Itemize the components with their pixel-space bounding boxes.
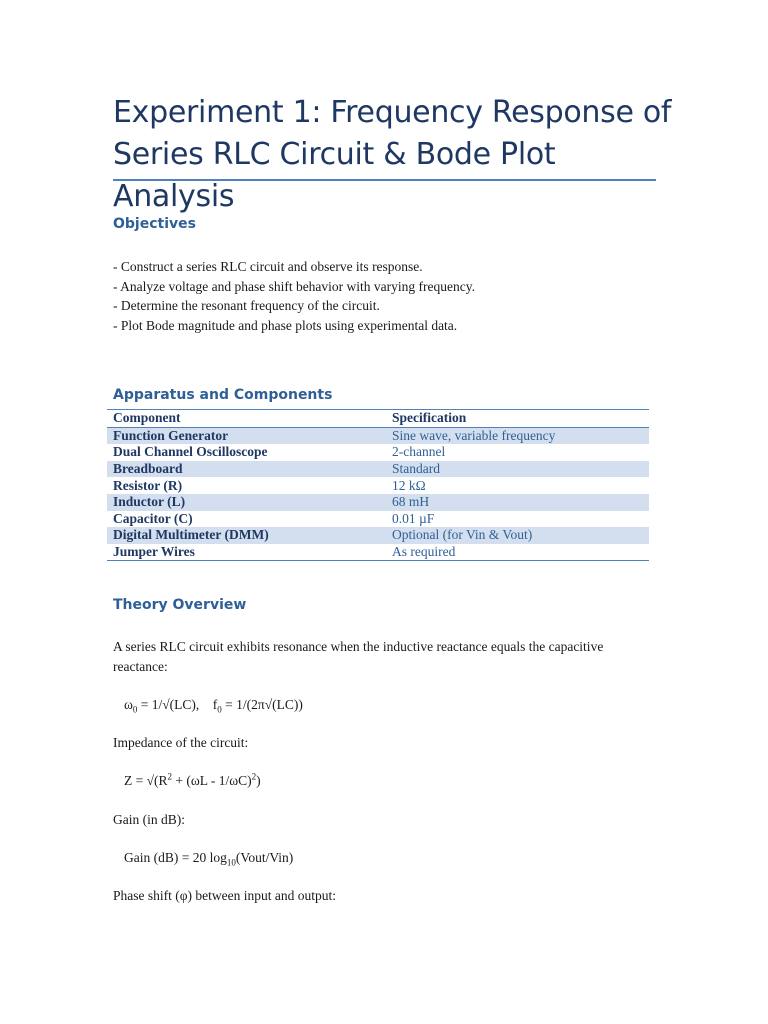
components-table [107, 409, 649, 561]
phase-label: Phase shift (φ) between input and output: [113, 888, 337, 903]
component-cell: Resistor (R) [113, 477, 183, 493]
eq-part: ω [124, 697, 133, 712]
document-title: Experiment 1: Frequency Response of Series RLC Circuit & Bode Plot Analysis [113, 95, 672, 214]
eq-part: = 1/√(LC), f [137, 697, 218, 712]
list-item: - Plot Bode magnitude and phase plots using experimental data. [113, 317, 458, 333]
eq-part: + (ωL - 1/ωC) [172, 773, 252, 788]
specification-cell: Sine wave, variable frequency [384, 427, 649, 444]
gain-label: Gain (in dB): [113, 812, 185, 827]
specification-cell: 12 kΩ [392, 477, 426, 493]
component-cell: Inductor (L) [107, 494, 384, 511]
component-cell: Digital Multimeter (DMM) [107, 527, 384, 544]
eq-part: Z = √(R [124, 773, 168, 788]
gain-equation [124, 848, 293, 868]
table-row [107, 511, 649, 528]
component-cell: Jumper Wires [107, 544, 384, 561]
impedance-label: Impedance of the circuit: [113, 735, 249, 750]
eq-part: (Vout/Vin) [235, 850, 294, 865]
specification-cell: 2-channel [392, 444, 446, 460]
specification-cell: 0.01 µF [392, 510, 435, 526]
table-row [107, 427, 649, 444]
title-underline [113, 179, 656, 181]
list-item: - Analyze voltage and phase shift behavior with varying frequency. [113, 278, 476, 294]
specification-cell: 68 mH [384, 494, 649, 511]
component-cell: Dual Channel Oscilloscope [113, 444, 268, 460]
table-row [107, 461, 649, 478]
specification-cell: Standard [384, 461, 649, 478]
eq-part: = 1/(2π√(LC)) [221, 697, 303, 712]
column-header-specification: Specification [384, 410, 649, 428]
component-cell: Capacitor (C) [113, 510, 193, 526]
eq-subscript: 0 [217, 704, 222, 715]
apparatus-heading: Apparatus and Components [113, 387, 333, 403]
component-cell: Breadboard [107, 461, 384, 478]
specification-cell: Optional (for Vin & Vout) [384, 527, 649, 544]
component-cell: Function Generator [107, 427, 384, 444]
impedance-equation [124, 771, 261, 791]
list-item: - Determine the resonant frequency of the circuit. [113, 298, 380, 313]
eq-superscript: 2 [251, 771, 257, 782]
column-header-component: Component [107, 410, 384, 428]
eq-subscript: 10 [226, 857, 236, 868]
specification-cell: As required [384, 544, 649, 561]
eq-superscript: 2 [167, 771, 173, 782]
eq-part: Gain (dB) = 20 log [124, 850, 227, 865]
eq-subscript: 0 [132, 704, 138, 715]
table-header-row [107, 410, 649, 428]
theory-intro: A series RLC circuit exhibits resonance when the inductive reactance equals the capacitive reactance: [113, 639, 604, 674]
table-row [107, 544, 649, 561]
theory-heading: Theory Overview [113, 597, 247, 613]
table-row [107, 444, 649, 461]
eq-part: ) [256, 773, 261, 788]
objectives-list [113, 257, 475, 335]
table-row [107, 527, 649, 544]
list-item: - Construct a series RLC circuit and observe its response. [113, 259, 423, 274]
table-row [107, 477, 649, 494]
objectives-heading: Objectives [113, 216, 196, 232]
table-row [107, 494, 649, 511]
resonance-equation [124, 695, 303, 715]
